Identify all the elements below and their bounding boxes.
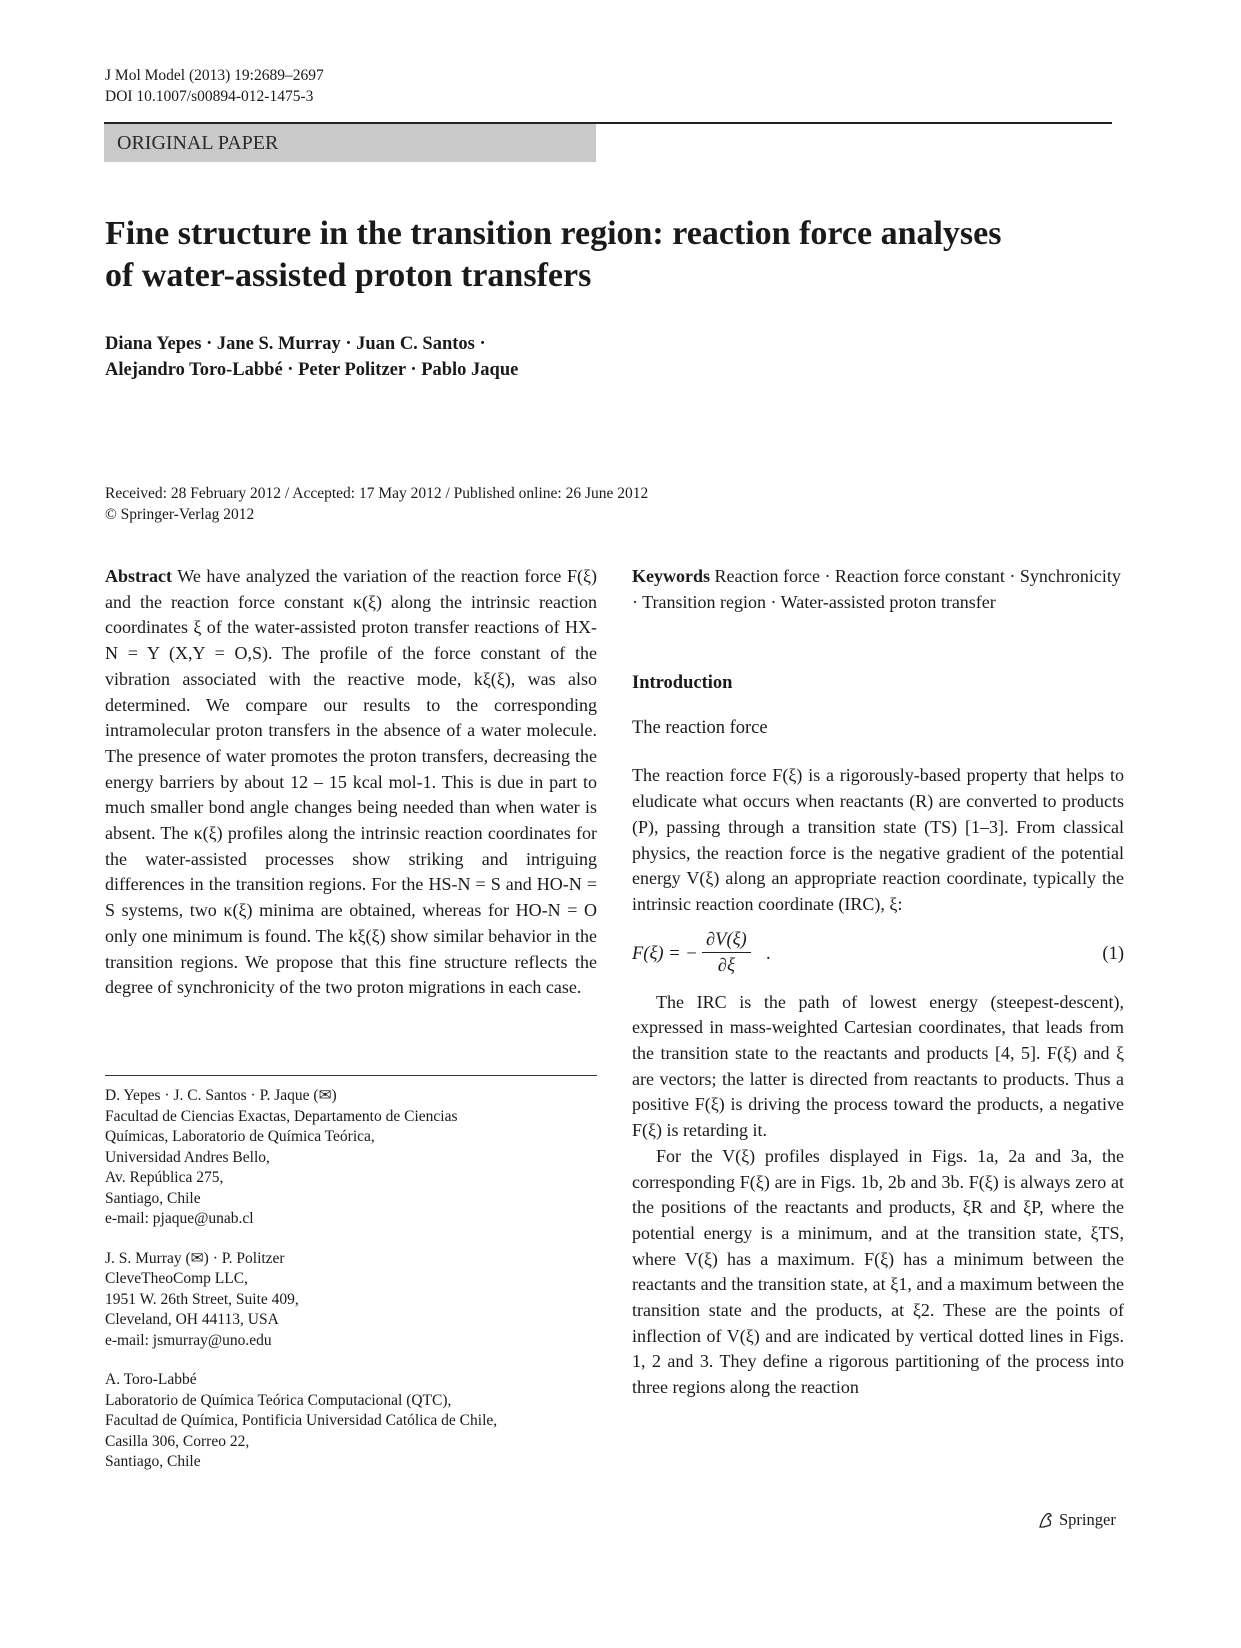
equation-lhs: F(ξ) = − <box>632 943 698 964</box>
intro-paragraph-2: The IRC is the path of lowest energy (steepest-descent), expressed in mass-weighted Cartesian coordinates, that leads from the transition state to the reactants and products [4, 5]. F(ξ) and ξ are vectors; the latter is directed from reactants to products. Thus a positive F(ξ) is driving the process toward the products, a negative F(ξ) is retarding it. <box>632 991 1124 1141</box>
article-type-tag: ORIGINAL PAPER <box>104 124 596 162</box>
affiliation-line[interactable]: e-mail: jsmurray@uno.edu <box>105 1331 272 1349</box>
title-line-2: of water-assisted proton transfers <box>105 257 592 294</box>
affiliation-line: Químicas, Laboratorio de Química Teórica, <box>105 1128 375 1145</box>
equation-number: (1) <box>1102 943 1124 964</box>
affiliation-line: Laboratorio de Química Teórica Computacional (QTC), <box>105 1391 452 1409</box>
publisher-name: Springer <box>1059 1510 1116 1529</box>
affiliation-block <box>105 1370 497 1473</box>
affiliation-line: Universidad Andres Bello, <box>105 1148 270 1166</box>
affiliation-line: CleveTheoComp LLC, <box>105 1270 248 1287</box>
publication-dates <box>105 484 648 525</box>
authors-line-2: Alejandro Toro-Labbé · Peter Politzer · Pablo Jaque <box>105 360 519 380</box>
abstract-text: We have analyzed the variation of the reaction force F(ξ) and the reaction force constant κ(ξ) along the intrinsic reaction coordinates ξ of the water-assisted proton transfer reactions of HX-N = Y (X,Y = O,S). The profile of the force constant of the vibration associated with the reactive mode, kξ(ξ), was also determined. We compare our results to the corresponding intramolecular proton transfers in the absence of a water molecule. The presence of water promotes the proton transfers, decreasing the energy barriers by about 12 – 15 kcal mol-1. This is due in part to much smaller bond angle changes being needed than when water is absent. The κ(ξ) profiles along the intrinsic reaction coordinates for the water-assisted processes show striking and intriguing differences in the transition regions. For the HS-N = S and HO-N = S systems, two κ(ξ) minima are obtained, whereas for HO-N = O only one minimum is found. The kξ(ξ) show similar behavior in the transition regions. We propose that this fine structure reflects the degree of synchronicity of the two proton migrations in each case. <box>105 566 597 998</box>
author-list <box>105 331 518 383</box>
keywords <box>632 564 1124 615</box>
authors-line-1: Diana Yepes · Jane S. Murray · Juan C. Santos · <box>105 334 486 354</box>
affiliation-names: D. Yepes · J. C. Santos · P. Jaque (✉) <box>105 1087 337 1104</box>
section-heading-introduction: Introduction <box>632 673 733 694</box>
equation-1 <box>632 928 1124 984</box>
affiliation-line: Casilla 306, Correo 22, <box>105 1432 250 1450</box>
publisher-logo <box>1037 1510 1116 1530</box>
footnote-rule <box>105 1075 597 1076</box>
affiliation-names: A. Toro-Labbé <box>105 1371 197 1388</box>
journal-header <box>105 66 324 107</box>
intro-paragraph-1: The reaction force F(ξ) is a rigorously-based property that helps to eludicate what occurs when reactants (R) are converted to products (P), passing through a transition state (TS) [1–3]. From classical physics, the reaction force is the negative gradient of the potential energy V(ξ) along an appropriate reaction coordinate, typically the intrinsic reaction coordinate (IRC), ξ: <box>632 765 1124 914</box>
affiliation-line: Santiago, Chile <box>105 1453 201 1470</box>
springer-horse-icon <box>1037 1511 1055 1529</box>
affiliation-line: Facultad de Química, Pontificia Universidad Católica de Chile, <box>105 1412 498 1429</box>
affiliation-block <box>105 1086 497 1230</box>
affiliation-line: Santiago, Chile <box>105 1189 201 1207</box>
affiliations <box>105 1086 497 1492</box>
intro-paragraph-3: For the V(ξ) profiles displayed in Figs. 1a, 2a and 3a, the corresponding F(ξ) are in Figs. 1b, 2b and 3b. F(ξ) is always zero at the positions of the reactants and products, ξR and ξP, where the potential energy is a minimum, and at the transition state, ξTS, where V(ξ) has a maximum. F(ξ) has a minimum between the reactants and the transition state, at ξ1, and a maximum between the transition state and the products, at ξ2. These are the points of inflection of V(ξ) and are indicated by vertical dotted lines in Figs. 1, 2 and 3. They define a rigorous partitioning of the process into three regions along the reaction <box>632 1145 1124 1398</box>
right-column <box>632 564 1124 1401</box>
equation-denominator: ∂ξ <box>717 955 735 976</box>
affiliation-line: Cleveland, OH 44113, USA <box>105 1311 279 1328</box>
affiliation-names: J. S. Murray (✉) · P. Politzer <box>105 1249 285 1267</box>
left-column <box>105 564 597 1001</box>
journal-citation: J Mol Model (2013) 19:2689–2697 <box>105 67 324 84</box>
affiliation-line[interactable]: e-mail: pjaque@unab.cl <box>105 1210 254 1227</box>
subsection-heading: The reaction force <box>632 718 768 739</box>
paper-title <box>105 213 1105 297</box>
keywords-heading: Keywords <box>632 566 710 586</box>
equation-fraction <box>702 928 751 979</box>
equation-dot: . <box>766 943 771 964</box>
doi: DOI 10.1007/s00894-012-1475-3 <box>105 87 314 105</box>
affiliation-block <box>105 1249 497 1352</box>
affiliation-line: Facultad de Ciencias Exactas, Departamento de Ciencias <box>105 1107 458 1125</box>
abstract <box>105 564 597 1001</box>
keywords-text: Reaction force · Reaction force constant · Synchronicity · Transition region · Water-assisted proton transfer <box>632 566 1121 612</box>
equation-numerator: ∂V(ξ) <box>702 928 751 953</box>
title-line-1: Fine structure in the transition region: reaction force analyses <box>105 215 1002 252</box>
dates-line: Received: 28 February 2012 / Accepted: 17 May 2012 / Published online: 26 June 2012 <box>105 485 649 502</box>
affiliation-line: 1951 W. 26th Street, Suite 409, <box>105 1290 299 1308</box>
abstract-heading: Abstract <box>105 566 172 586</box>
copyright: © Springer-Verlag 2012 <box>105 505 255 523</box>
affiliation-line: Av. República 275, <box>105 1169 224 1186</box>
